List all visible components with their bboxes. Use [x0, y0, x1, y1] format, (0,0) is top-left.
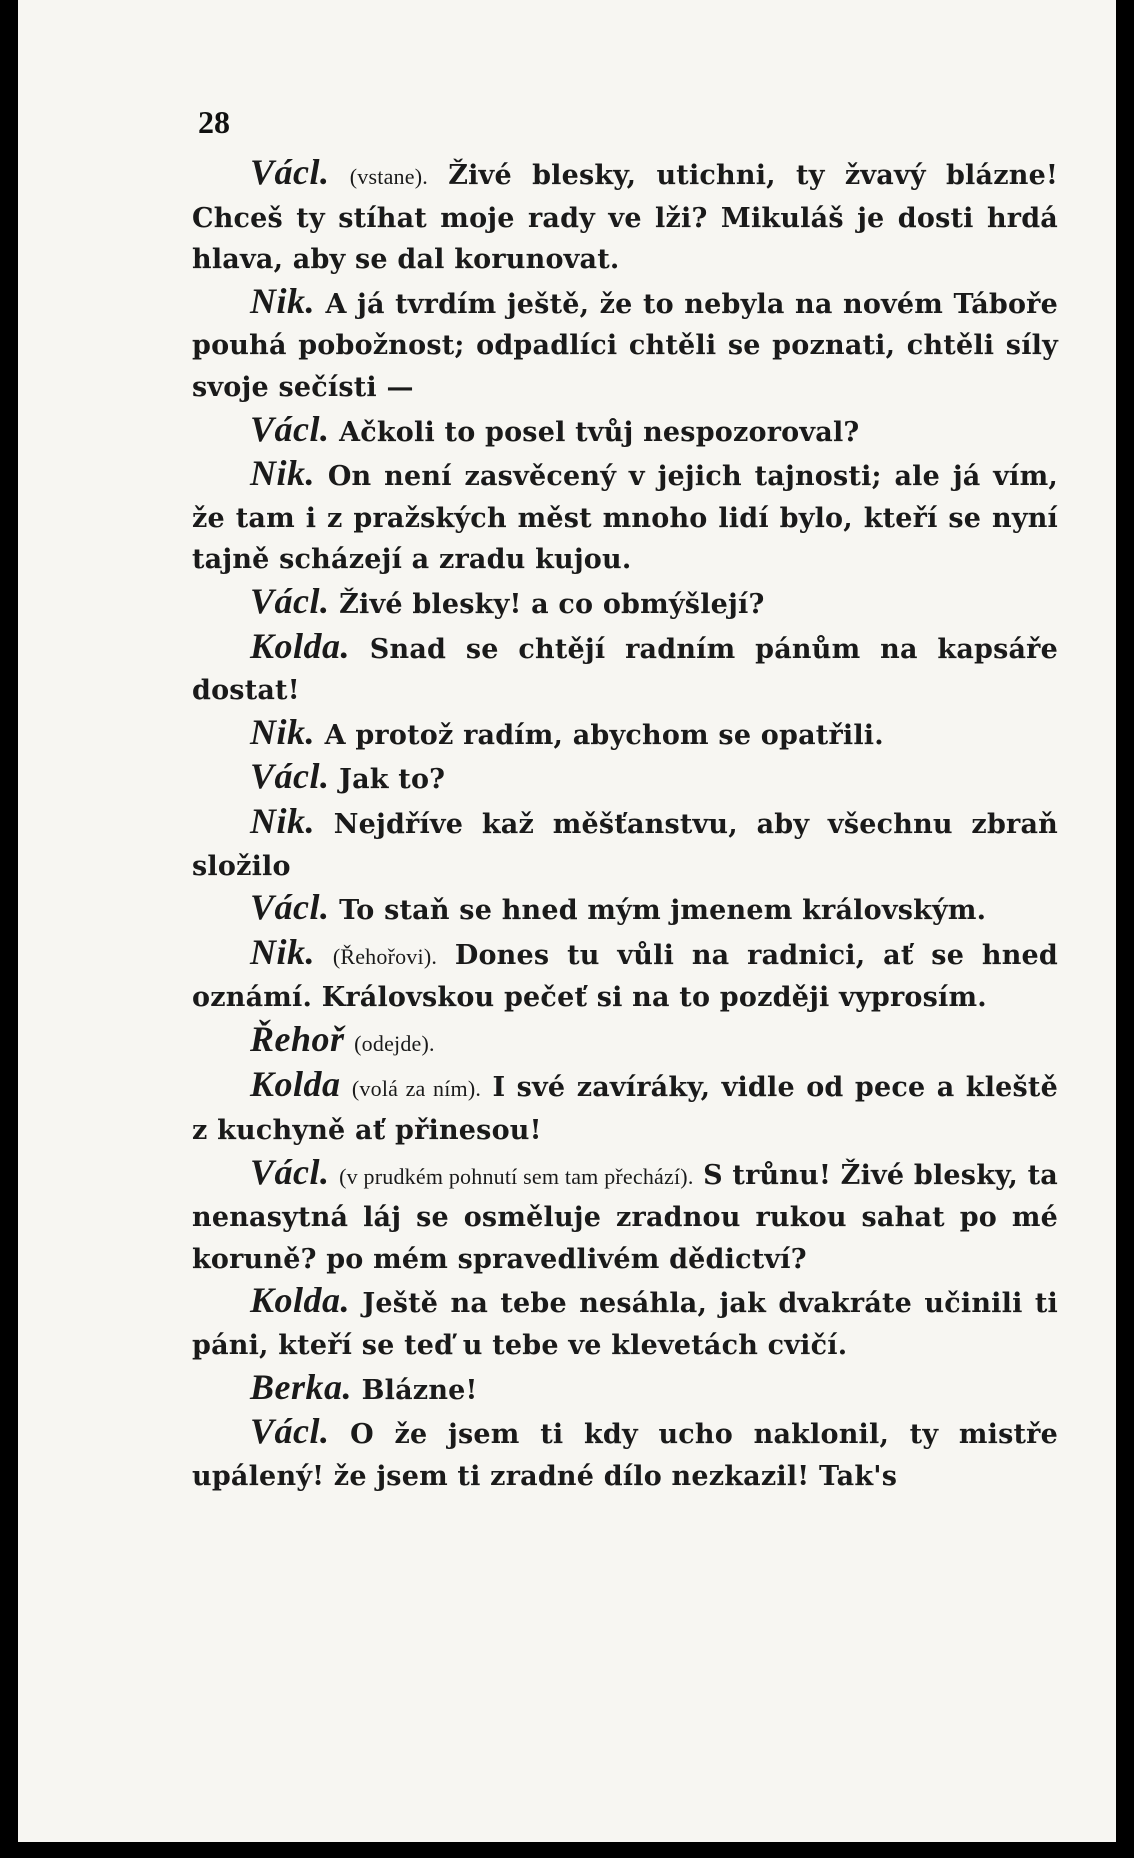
- dialogue-line: O že jsem ti kdy ucho naklonil, ty mistře upálený! že jsem ti zradné dílo nezkazil! Tak's: [192, 1419, 1058, 1492]
- dialogue-paragraph: [192, 626, 1058, 712]
- speaker-name: Václ.: [250, 152, 330, 192]
- dialogue-paragraph: [192, 1280, 1058, 1366]
- dialogue-line: Ačkoli to posel tvůj nespozoroval?: [339, 416, 860, 448]
- speaker-name: Václ.: [250, 756, 330, 797]
- dialogue-paragraph: [192, 801, 1058, 887]
- speaker-name: Kolda.: [250, 1280, 351, 1321]
- dialogue-line: Ještě na tebe nesáhla, jak dvakráte učinili ti páni, kteří se teď u tebe ve klevetách cvičí.: [192, 1288, 1058, 1362]
- speaker-name: Berka.: [250, 1366, 352, 1407]
- speaker-name: Václ.: [250, 887, 330, 928]
- stage-direction: (vstane).: [349, 164, 428, 189]
- dialogue-line: Živé blesky! a co obmýšlejí?: [339, 588, 765, 620]
- dialogue-paragraph: [192, 756, 1058, 801]
- dialogue-paragraph: [192, 281, 1058, 409]
- stage-direction: (odejde).: [354, 1030, 435, 1056]
- speaker-name: Řehoř: [250, 1018, 345, 1059]
- speaker-name: Kolda: [250, 1064, 341, 1105]
- dialogue-line: Snad se chtějí radním pánům na kapsáře dostat!: [192, 633, 1058, 707]
- dialogue-paragraph: [192, 1411, 1058, 1497]
- speaker-name: Nik.: [250, 280, 315, 321]
- stage-direction: (v prudkém pohnutí sem tam přechází).: [339, 1163, 694, 1189]
- dialogue-paragraph: [192, 453, 1058, 581]
- dialogue-line: A protož radím, abychom se opatřili.: [324, 719, 884, 751]
- dialogue-paragraph: [192, 712, 1058, 757]
- dialogue-line: A já tvrdím ještě, že to nebyla na novém Táboře pouhá pobožnost; odpadlíci chtěli se poznati, chtěli síly svoje sečísti —: [192, 288, 1058, 403]
- dialogue-line: Blázne!: [361, 1374, 478, 1406]
- dialogue-paragraph: [192, 887, 1058, 932]
- speaker-name: Nik.: [250, 931, 315, 972]
- dialogue-line: Živé blesky, utichni, ty žvavý blázne! Chceš ty stíhat moje rady ve lži? Mikuláš je dosti hrdá hlava, aby se dal korunovat.: [192, 160, 1058, 276]
- speaker-name: Václ.: [250, 1151, 330, 1192]
- dialogue-paragraph: [192, 1152, 1058, 1281]
- speaker-name: Nik.: [250, 800, 315, 841]
- dialogue-text: [192, 152, 1058, 1497]
- stage-direction: (Řehořovi).: [332, 943, 438, 969]
- dialogue-line: Jak to?: [339, 764, 446, 796]
- speaker-name: Kolda.: [250, 625, 351, 666]
- speaker-name: Václ.: [250, 408, 330, 449]
- dialogue-line: Dones tu vůli na radnici, ať se hned oznámí. Královskou pečeť si na to později vyprosím.: [192, 939, 1058, 1014]
- dialogue-line: To staň se hned mým jmenem královským.: [339, 895, 987, 927]
- dialogue-paragraph: [192, 932, 1058, 1019]
- dialogue-paragraph: [192, 1367, 1058, 1412]
- dialogue-line: S trůnu! Živé blesky, ta nenasytná láj se osměluje zradnou rukou sahat po mé koruně? po mém spravedlivém dědictví?: [192, 1159, 1058, 1275]
- book-page: [18, 0, 1116, 1842]
- dialogue-paragraph: [192, 1064, 1058, 1151]
- dialogue-paragraph: [192, 581, 1058, 626]
- speaker-name: Nik.: [250, 453, 315, 494]
- dialogue-paragraph: [192, 409, 1058, 454]
- dialogue-paragraph: [192, 152, 1058, 281]
- speaker-name: Václ.: [250, 580, 330, 621]
- stage-direction: (volá za ním).: [351, 1076, 482, 1102]
- dialogue-paragraph: [192, 1019, 1058, 1065]
- dialogue-line: Nejdříve kaž měšťanstvu, aby všechnu zbraň složilo: [192, 808, 1058, 882]
- speaker-name: Václ.: [250, 1411, 330, 1452]
- page-number: 28: [198, 104, 230, 140]
- dialogue-line: On není zasvěcený v jejich tajnosti; ale já vím, že tam i z pražských měst mnoho lidí bylo, kteří se nyní tajně scházejí a zradu kujou.: [192, 461, 1058, 576]
- speaker-name: Nik.: [250, 711, 315, 752]
- dialogue-line: I své zavíráky, vidle od pece a kleště z kuchyně ať přinesou!: [192, 1072, 1058, 1147]
